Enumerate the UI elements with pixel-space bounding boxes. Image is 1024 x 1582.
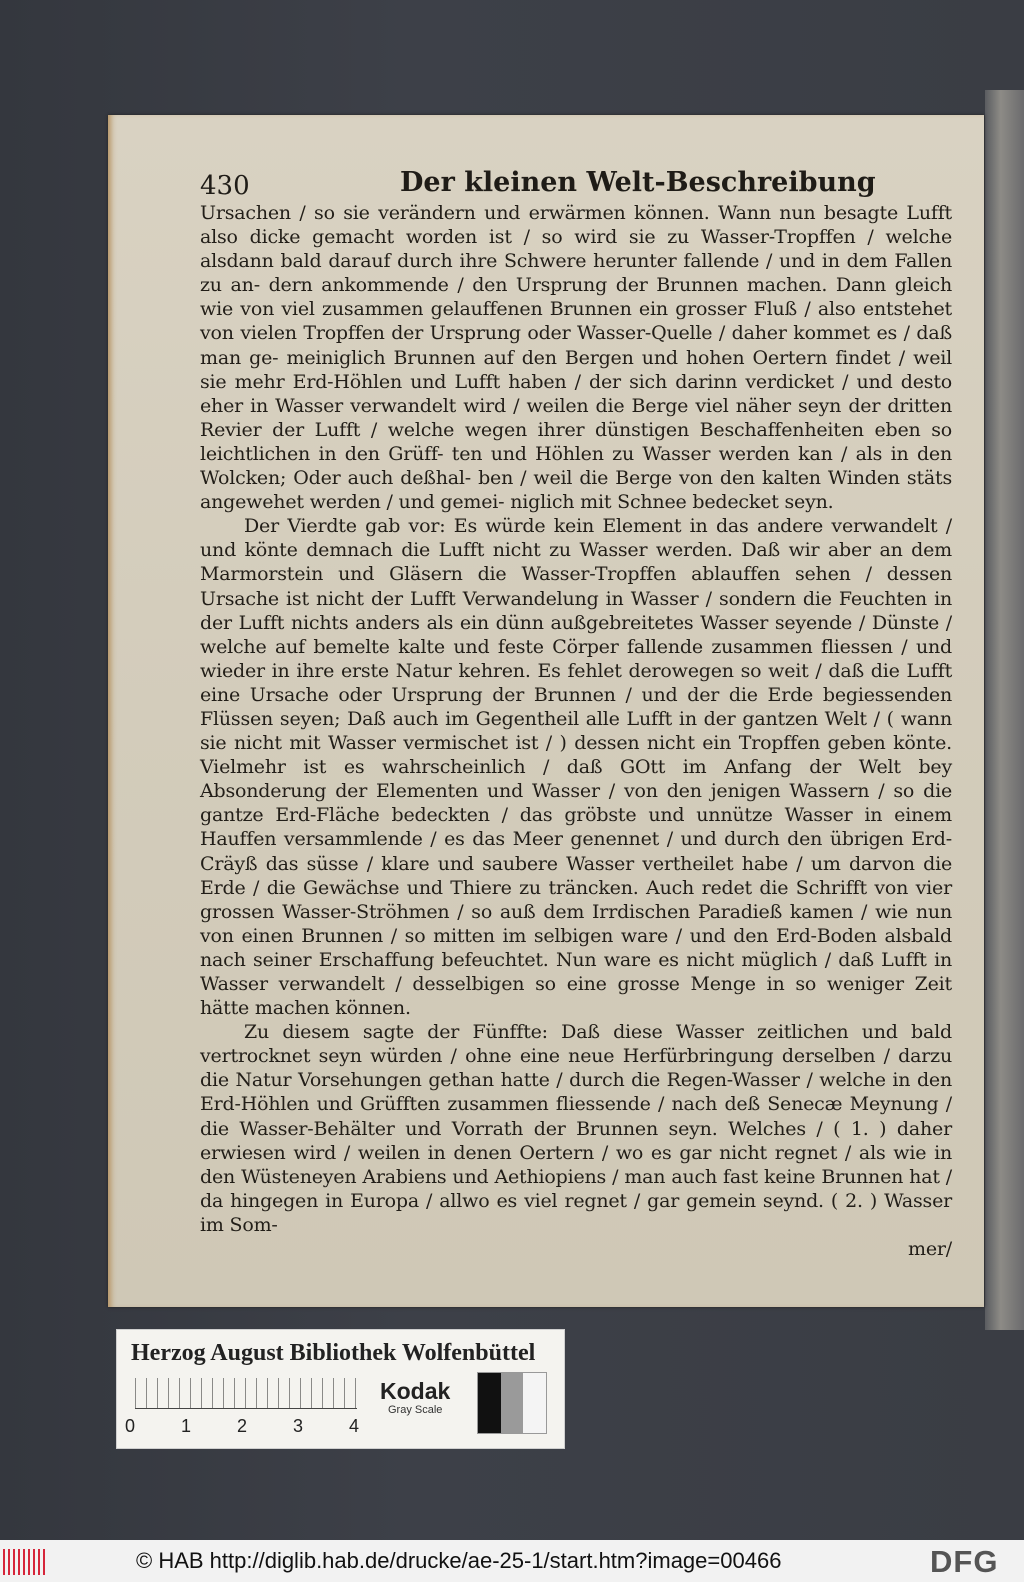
gray-patch [523,1373,546,1433]
gray-scale-label: Gray Scale [388,1404,443,1416]
ruler-number: 3 [293,1416,304,1436]
ruler-number: 0 [125,1416,136,1436]
ruler [135,1378,357,1410]
gray-patch [501,1373,524,1433]
running-head [200,167,900,203]
book-page [108,115,984,1307]
ruler-number: 1 [181,1416,192,1436]
catchword: mer/ [908,1238,952,1261]
ruler-ticks [135,1378,357,1408]
running-head-title: Der kleinen Welt-Beschreibung [400,167,876,198]
paragraph-2: Der Vierdte gab vor: Es würde kein Element in das andere verwandelt / und könte demnach die Lufft nicht zu Wasser werden. Daß wir aber an dem Marmorstein und Gläsern die Wasser-Tropffen ablauffen sehen / dessen Ursache ist nicht der Lufft Verwandelung in Wasser / sondern die Feuchten in der Lufft nichts anders als ein dünn außgebreitetes Wasser seyende / Dünste / welche auf bemelte kalte und feste Cörper fallende zusammen fliessen / und wieder in ihre erste Natur kehren. Es fehlet derowegen so weit / daß die Lufft eine Ursache oder Ursprung der Brunnen / und der die Erde begiessenden Flüssen seyen; Daß auch im Gegentheil alle Lufft in der gantzen Welt / ( wann sie nicht mit Wasser vermischet ist / ) dessen nicht ein Tropffen geben könte. Vielmehr ist es wahrscheinlich / daß GOtt im Anfang der Welt bey Absonderung der Elementen und Wasser / von den jenigen Wassern / so die gantze Erd-Fläche bedeckten / das gröbste und unnütze Wasser in einem Hauffen versammlende / es das Meer genennet / und durch den übrigen Erd-Cräyß das süsse / klare und saubere Wasser vertheilet habe / um darvon die Erde / die Gewächse und Thiere zu träncken. Auch redet die Schrifft von vier grossen Wasser-Ströhmen / so auß dem Irrdischen Paradieß kamen / wie nun von einen Brunnen / so mitten im selbigen ware / und den Erd-Boden alsbald nach seiner Erschaffung befeuchtet. Nun ware es nicht müglich / daß Lufft in Wasser verwandelt / desselbigen so eine grosse Menge in so weniger Zeit hätte machen können. [200,515,952,1020]
kodak-logo: Kodak [380,1378,451,1404]
ruler-number: 4 [349,1416,360,1436]
library-color-card [116,1329,565,1449]
copyright-url[interactable]: © HAB http://diglib.hab.de/drucke/ae-25-1/start.htm?image=00466 [136,1548,782,1573]
book-edge [985,90,1024,1330]
hab-barcode-icon [3,1549,47,1575]
ruler-baseline [135,1408,357,1409]
footer-bar [0,1540,1024,1582]
gray-patch [478,1373,501,1433]
ruler-numbers [125,1416,365,1436]
paragraph-3: Zu diesem sagte der Fünffte: Daß diese Wasser zeitlichen und bald vertrocknet seyn würden / ohne eine neue Herfürbringung derselben / darzu die Natur Vorsehungen gethan hatte / durch die Regen-Wasser / welche in den Erd-Höhlen und Grüfften zusammen fliessende / nach deß Senecæ Meynung / die Wasser-Behälter und Vorrath der Brunnen seyn. Welches / ( 1. ) daher erwiesen wird / weilen in denen Oertern / wo es gar nicht regnet / als wie in den Wüsteneyen Arabiens und Aethiopiens / man auch fast keine Brunnen hat / da hingegen in Europa / allwo es viel regnet / gar gemein seynd. ( 2. ) Wasser im Som- [200,1021,952,1236]
ruler-number: 2 [237,1416,248,1436]
paragraph-1: Ursachen / so sie verändern und erwärmen können. Wann nun besagte Lufft also dicke gemacht worden ist / so wird sie zu Wasser-Tropffen / welche alsdann bald darauf durch ihre Schwere herunter fallende / und in dem Fallen zu an- dern ankommende / den Ursprung der Brunnen machen. Dann gleich wie von viel zusammen gelauffenen Brunnen ein grosser Fluß / also entstehet von vielen Tropffen der Ursprung oder Wasser-Quelle / daher kommet es / daß man ge- meiniglich Brunnen auf den Bergen und hohen Oertern findet / weil sie mehr Erd-Höhlen und Lufft haben / der sich darinn verdicket / und desto eher in Wasser verwandelt wird / weilen die Berge viel näher seyn der dritten Revier der Lufft / welche wegen ihrer dünstigen Beschaffenheiten eben so leichtlichen in den Grüff- ten und Höhlen zu Wasser werden kan / als in den Wolcken; Oder auch deßhal- ben / weil die Berge von den kalten Winden stäts angewehet werden / und gemei- niglich mit Schnee bedecket seyn. [200,202,952,514]
gray-patches [477,1372,547,1434]
dfg-logo: DFG [930,1544,999,1579]
body-text [200,201,952,1261]
page-number: 430 [200,171,250,201]
library-name: Herzog August Bibliothek Wolfenbüttel [131,1340,536,1366]
